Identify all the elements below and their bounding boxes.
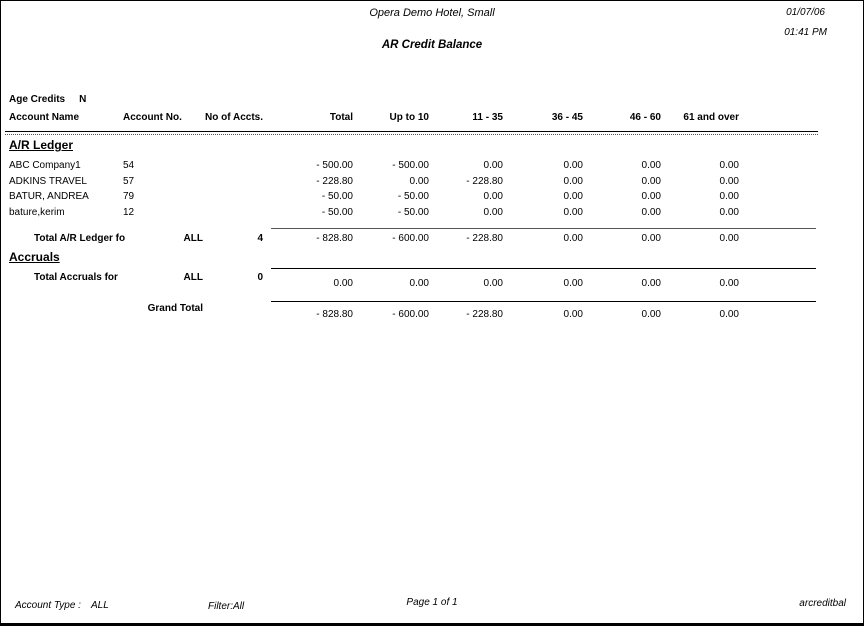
- total-label: Total A/R Ledger fo: [34, 233, 126, 244]
- total-value: - 50.00: [321, 207, 353, 218]
- up-to-10-value: - 50.00: [397, 191, 429, 202]
- section-total-rule: [271, 268, 816, 269]
- total-value: 0.00: [333, 278, 353, 289]
- section-total-rule: [271, 228, 816, 229]
- account-no: 79: [123, 191, 135, 202]
- table-row: [1, 207, 747, 219]
- 11-35-value: - 228.80: [466, 309, 503, 320]
- no-of-accts: [203, 176, 263, 188]
- 61-over-value: 0.00: [719, 207, 739, 218]
- col-46-60: 46 - 60: [629, 112, 661, 123]
- 46-60-value: 0.00: [641, 309, 661, 320]
- account-no: 54: [123, 160, 135, 171]
- col-up-to-10: Up to 10: [389, 112, 429, 123]
- 36-45-value: 0.00: [563, 160, 583, 171]
- 46-60-value: 0.00: [641, 207, 661, 218]
- report-time: 01:41 PM: [784, 27, 827, 38]
- total-count: 0: [257, 272, 263, 283]
- up-to-10-value: - 600.00: [392, 233, 429, 244]
- total-label: Total Accruals for: [34, 272, 118, 283]
- total-count: 4: [257, 233, 263, 244]
- section-heading-ar-ledger: A/R Ledger: [9, 138, 74, 152]
- total-value: - 50.00: [321, 191, 353, 202]
- section-heading-accruals: Accruals: [9, 250, 60, 264]
- account-name: BATUR, ANDREA: [9, 191, 89, 202]
- report-title: AR Credit Balance: [381, 39, 483, 51]
- 11-35-value: 0.00: [483, 160, 503, 171]
- 11-35-value: - 228.80: [466, 176, 503, 187]
- 46-60-value: 0.00: [641, 278, 661, 289]
- account-name: ADKINS TRAVEL: [9, 176, 87, 187]
- up-to-10-value: - 600.00: [392, 309, 429, 320]
- total-value: - 228.80: [316, 176, 353, 187]
- total-scope: ALL: [183, 272, 203, 283]
- account-name: ABC Company1: [9, 160, 81, 171]
- 61-over-value: 0.00: [719, 160, 739, 171]
- ar-ledger-total-row: [1, 233, 747, 245]
- grand-total-row: [1, 303, 747, 320]
- 46-60-value: 0.00: [641, 176, 661, 187]
- footer-report-id: arcreditbal: [799, 598, 846, 609]
- account-name: bature,kerim: [9, 207, 65, 218]
- total-value: - 828.80: [316, 309, 353, 320]
- col-account-name: Account Name: [9, 112, 80, 123]
- up-to-10-value: 0.00: [409, 278, 429, 289]
- 46-60-value: 0.00: [641, 160, 661, 171]
- no-of-accts: [203, 160, 263, 172]
- footer-page-info: Page 1 of 1: [406, 597, 458, 608]
- no-of-accts: [203, 191, 263, 203]
- 61-over-value: 0.00: [719, 309, 739, 320]
- col-total: Total: [329, 112, 353, 123]
- col-36-45: 36 - 45: [551, 112, 583, 123]
- age-credits-label: Age Credits: [9, 94, 66, 105]
- report-date: 01/07/06: [786, 7, 825, 18]
- 36-45-value: 0.00: [563, 176, 583, 187]
- up-to-10-value: - 50.00: [397, 207, 429, 218]
- 11-35-value: 0.00: [483, 191, 503, 202]
- accruals-total-row: [1, 272, 747, 289]
- account-no: 12: [123, 207, 135, 218]
- 46-60-value: 0.00: [641, 191, 661, 202]
- column-header-row: [1, 112, 747, 124]
- hotel-name: Opera Demo Hotel, Small: [369, 7, 495, 19]
- grand-total-rule: [271, 301, 816, 302]
- col-account-no: Account No.: [123, 112, 182, 123]
- account-no: 57: [123, 176, 135, 187]
- footer-filter: Filter:All: [208, 601, 245, 612]
- 11-35-value: - 228.80: [466, 233, 503, 244]
- table-row: [1, 176, 747, 188]
- col-61-over: 61 and over: [683, 112, 739, 123]
- 36-45-value: 0.00: [563, 191, 583, 202]
- account-type-label: Account Type :: [15, 600, 81, 611]
- up-to-10-value: 0.00: [409, 176, 429, 187]
- col-11-35: 11 - 35: [472, 112, 503, 123]
- total-value: - 828.80: [316, 233, 353, 244]
- account-type-value: ALL: [90, 600, 109, 611]
- spacer: [203, 303, 263, 315]
- table-row: [1, 160, 747, 172]
- 36-45-value: 0.00: [563, 207, 583, 218]
- 61-over-value: 0.00: [719, 176, 739, 187]
- 61-over-value: 0.00: [719, 233, 739, 244]
- spacer: [1, 303, 123, 315]
- col-no-of-accts: No of Accts.: [205, 112, 263, 123]
- 36-45-value: 0.00: [563, 233, 583, 244]
- table-row: [1, 191, 747, 203]
- age-credits-parameter: [9, 94, 86, 105]
- 61-over-value: 0.00: [719, 191, 739, 202]
- 11-35-value: 0.00: [483, 207, 503, 218]
- age-credits-value: N: [79, 94, 87, 105]
- total-value: - 500.00: [316, 160, 353, 171]
- 11-35-value: 0.00: [483, 278, 503, 289]
- no-of-accts: [203, 207, 263, 219]
- up-to-10-value: - 500.00: [392, 160, 429, 171]
- header-rule: [5, 131, 818, 135]
- total-scope: ALL: [183, 233, 203, 244]
- 36-45-value: 0.00: [563, 278, 583, 289]
- 61-over-value: 0.00: [719, 278, 739, 289]
- grand-total-label: Grand Total: [147, 303, 203, 314]
- 36-45-value: 0.00: [563, 309, 583, 320]
- 46-60-value: 0.00: [641, 233, 661, 244]
